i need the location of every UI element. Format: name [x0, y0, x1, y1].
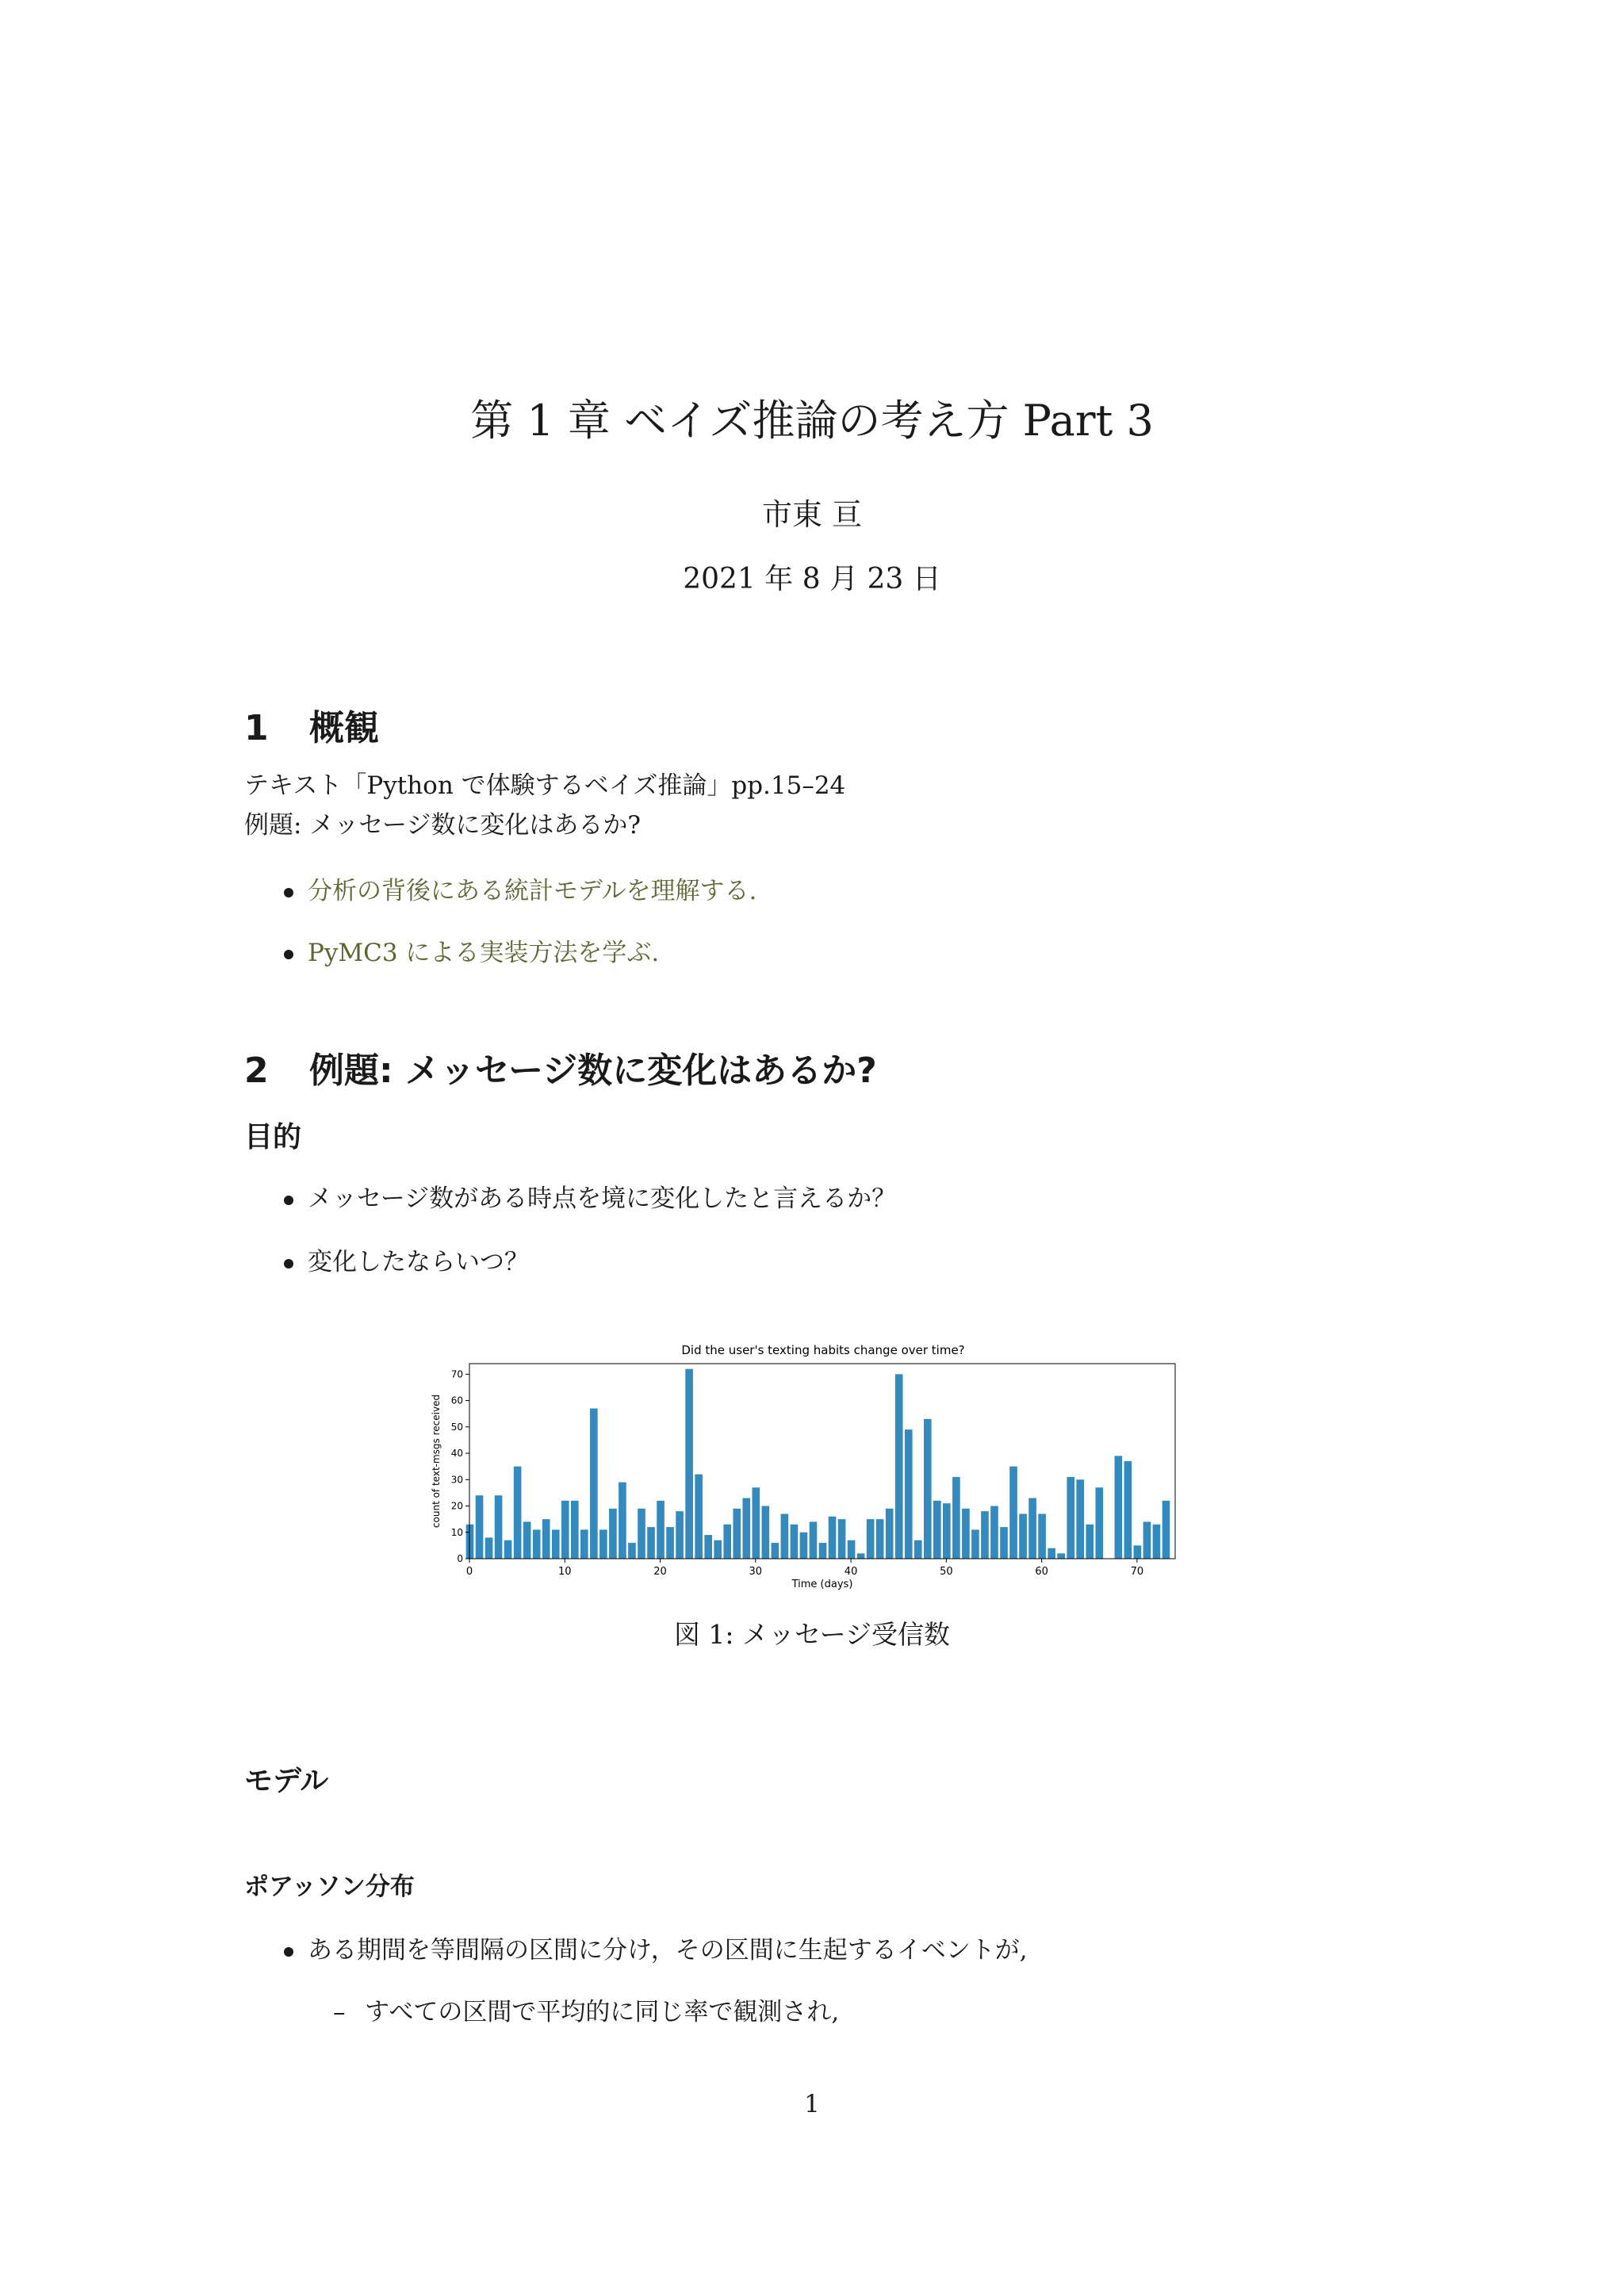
section-number: 2	[244, 1050, 269, 1091]
bar	[1028, 1498, 1036, 1559]
bar	[867, 1519, 875, 1559]
bar	[952, 1477, 960, 1559]
dash-marker: –	[333, 1998, 346, 2026]
bar	[1143, 1521, 1151, 1559]
document-title: 第 1 章 ベイズ推論の考え方 Part 3	[470, 396, 1154, 446]
bar	[971, 1529, 979, 1559]
bar	[1057, 1553, 1065, 1559]
bar	[962, 1509, 970, 1559]
bar	[829, 1517, 837, 1559]
bar	[1067, 1477, 1074, 1559]
bar	[676, 1511, 684, 1559]
bar	[704, 1535, 712, 1559]
section-heading-2	[244, 1042, 877, 1093]
bullet-icon	[284, 888, 293, 897]
y-tick-label: 50	[450, 1421, 463, 1433]
overview-line-1: テキスト「Python で体験するベイズ推論」pp.15–24	[244, 771, 846, 800]
bullet-icon	[284, 1196, 293, 1205]
bar	[609, 1509, 617, 1559]
x-axis-ticks	[466, 1559, 1143, 1578]
bar	[914, 1540, 922, 1559]
x-tick-label: 70	[1130, 1566, 1144, 1578]
x-tick-label: 40	[844, 1566, 858, 1578]
bar	[857, 1553, 865, 1559]
list-item	[284, 1242, 529, 1277]
purpose-heading: 目的	[244, 1121, 302, 1154]
bar	[905, 1429, 913, 1559]
x-tick-label: 0	[465, 1566, 473, 1578]
bar	[933, 1501, 941, 1559]
bar	[1095, 1487, 1103, 1559]
bar	[819, 1543, 827, 1559]
bar	[599, 1529, 607, 1559]
bar	[619, 1483, 626, 1559]
bar	[714, 1540, 722, 1559]
bar	[1115, 1456, 1123, 1559]
page-number: 1	[804, 2090, 820, 2118]
bar	[742, 1498, 750, 1559]
bar	[981, 1511, 989, 1559]
bar	[1048, 1548, 1055, 1559]
bar	[571, 1501, 579, 1559]
y-tick-label: 0	[457, 1553, 463, 1564]
bar	[580, 1529, 588, 1559]
y-tick-label: 40	[450, 1448, 463, 1460]
bar	[1162, 1501, 1170, 1559]
bar	[495, 1495, 503, 1559]
list-item-text: 分析の背後にある統計モデルを理解する.	[308, 877, 757, 905]
bar	[1000, 1527, 1008, 1559]
bar	[504, 1540, 512, 1559]
bar	[638, 1509, 645, 1559]
message-count-bar-chart	[428, 1337, 1197, 1590]
bar	[1009, 1467, 1017, 1559]
bar	[838, 1519, 846, 1559]
bar	[772, 1543, 779, 1559]
list-item-text: メッセージ数がある時点を境に変化したと言えるか？	[308, 1184, 897, 1213]
bar	[781, 1513, 789, 1559]
bar	[514, 1467, 522, 1559]
sub-list-item-text: すべての区間で平均的に同じ率で観測され,	[365, 1998, 840, 2026]
list-item-text: ある期間を等間隔の区間に分け，その区間に生起するイベントが,	[308, 1936, 1028, 1965]
y-tick-label: 70	[450, 1368, 463, 1380]
bullet-icon	[284, 1947, 293, 1957]
bars	[466, 1369, 1170, 1559]
bar	[895, 1374, 903, 1559]
bar	[886, 1509, 894, 1559]
bar	[791, 1525, 799, 1559]
bar	[1124, 1461, 1132, 1559]
x-tick-label: 30	[749, 1566, 763, 1578]
author: 市東 亘	[761, 497, 863, 532]
list-item	[284, 932, 659, 968]
y-axis-label: count of text-msgs received	[431, 1394, 442, 1529]
x-tick-label: 10	[557, 1566, 572, 1578]
x-tick-label: 50	[940, 1566, 953, 1578]
model-subheading: ポアッソン分布	[244, 1873, 415, 1901]
bar	[762, 1506, 770, 1559]
bar	[542, 1519, 550, 1559]
bar	[1038, 1513, 1046, 1559]
bar	[628, 1543, 636, 1559]
y-tick-label: 60	[450, 1395, 463, 1406]
sub-list-item	[333, 1992, 839, 2027]
y-tick-label: 30	[450, 1474, 463, 1486]
figure-caption: 図 1: メッセージ受信数	[673, 1619, 951, 1650]
section-title: 概観	[309, 708, 379, 748]
overview-line-2: 例題: メッセージ数に変化はあるか?	[244, 811, 642, 840]
bar	[1019, 1513, 1027, 1559]
bar	[1153, 1525, 1161, 1559]
bullet-icon	[284, 950, 293, 959]
bar	[924, 1419, 932, 1559]
bar	[590, 1409, 598, 1559]
section-heading-1	[244, 699, 379, 750]
bar	[1134, 1545, 1142, 1559]
bar	[723, 1525, 731, 1559]
bar	[657, 1501, 665, 1559]
bar	[476, 1495, 484, 1559]
bar	[848, 1540, 856, 1559]
bar	[647, 1527, 655, 1559]
bullet-icon	[284, 1259, 293, 1269]
section-title: 例題: メッセージ数に変化はあるか?	[309, 1050, 877, 1091]
x-tick-label: 20	[653, 1566, 667, 1578]
bar	[685, 1369, 693, 1559]
list-item-text: PyMC3 による実装方法を学ぶ.	[308, 939, 660, 967]
bar	[695, 1475, 703, 1559]
model-heading: モデル	[244, 1765, 329, 1797]
bar	[561, 1501, 569, 1559]
bar	[753, 1487, 760, 1559]
bar	[990, 1506, 998, 1559]
bar	[1076, 1479, 1084, 1559]
y-tick-label: 20	[450, 1500, 463, 1512]
bar	[810, 1521, 818, 1559]
x-tick-label: 60	[1035, 1566, 1048, 1578]
section-number: 1	[244, 708, 269, 748]
bar	[943, 1503, 951, 1559]
date: 2021 年 8 月 23 日	[683, 563, 941, 595]
x-axis-label: Time (days)	[791, 1578, 853, 1590]
bar	[733, 1509, 741, 1559]
bar	[666, 1527, 674, 1559]
list-item-text: 変化したならいつ？	[308, 1248, 529, 1276]
chart-title: Did the user's texting habits change over time?	[681, 1343, 965, 1357]
bar	[523, 1521, 531, 1559]
bar	[533, 1529, 541, 1559]
list-item	[284, 1930, 1028, 1965]
list-item	[284, 871, 756, 906]
bar	[552, 1529, 560, 1559]
bar	[800, 1533, 808, 1559]
y-tick-label: 10	[450, 1526, 463, 1538]
bar	[485, 1537, 493, 1559]
bar	[876, 1519, 884, 1559]
bar	[1086, 1525, 1094, 1559]
overview-text	[244, 766, 845, 845]
list-item	[284, 1178, 896, 1214]
